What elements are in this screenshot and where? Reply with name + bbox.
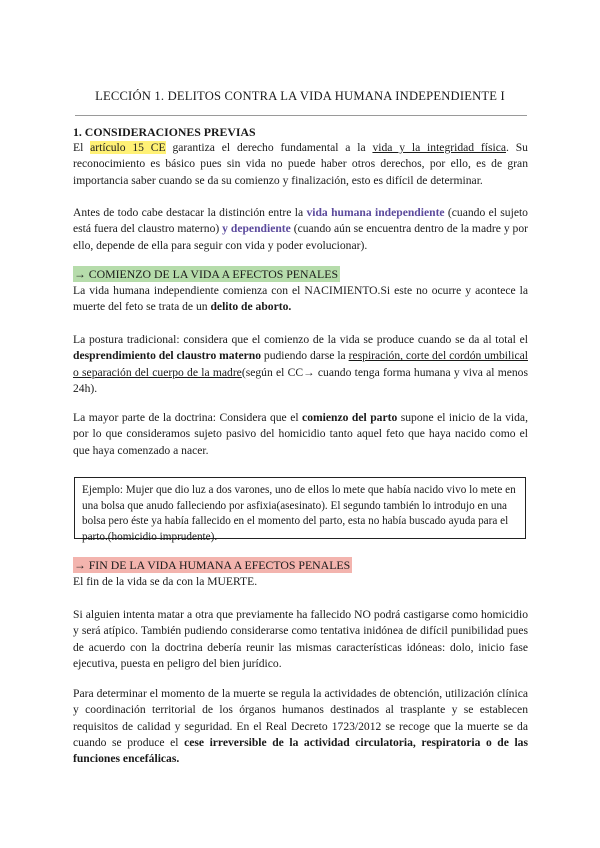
paragraph-doctrina: La mayor parte de la doctrina: Considera que el comienzo del parto supone el inicio de la vida, por lo que consideramos sujeto pasivo del homicidio tanto aquel feto que haya nacido como el que haya comenzado a nacer.	[73, 411, 528, 457]
paragraph-nacimiento: La vida humana independiente comienza con el NACIMIENTO.Si este no ocurre y acontece la muerte del feto se trata de un delito de aborto.	[73, 284, 528, 314]
paragraph-tentativa: Si alguien intenta matar a otra que previamente ha fallecido NO podrá castigarse como homicidio y será atípico. También pudiendo considerarse como tentativa inidónea de difícil punibilidad pues de acuerdo con la doctrina debería reunir las mismas características idóneas: dolo, inicio fase ejecutiva, puesta en peligro del bien jurídico.	[73, 608, 528, 670]
heading-fin-highlight: → FIN DE LA VIDA HUMANA A EFECTOS PENALES	[74, 558, 351, 572]
underlined-phrase: vida y la integridad física	[372, 141, 506, 154]
paragraph-postura-tradicional: La postura tradicional: considera que el comienzo de la vida se produce cuando se da al total el desprendimiento del claustro materno pudiendo darse la respiración, corte del cordón umbilical o separación del cuerpo de la madre(según el CC→ cuando tenga forma humana y viva al menos 24h).	[73, 333, 528, 395]
section-heading-consideraciones: 1. CONSIDERACIONES PREVIAS	[73, 125, 256, 139]
section-heading-comienzo	[73, 266, 528, 283]
page-title: LECCIÓN 1. DELITOS CONTRA LA VIDA HUMANA INDEPENDIENTE I	[95, 89, 505, 103]
paragraph-distincion: Antes de todo cabe destacar la distinción entre la vida humana independiente (cuando el sujeto está fuera del claustro materno) y dependiente (cuando aún se encuentra dentro de la madre y por ello, depende de ella para seguir con vida y poder evolucionar).	[73, 206, 528, 252]
term-dependiente: y dependiente	[222, 222, 291, 236]
example-text: Ejemplo: Mujer que dio luz a dos varones, uno de ellos lo mete que había nacido vivo lo mete en una bolsa que anudo falleciendo por asfixia(asesinato). El segundo también lo introdujo en una bolsa pero éste ya había fallecido en el momento del parto, esta no había buscado ayuda para el parto.(homicidio imprudente).	[82, 484, 516, 543]
heading-comienzo-highlight: → COMIENZO DE LA VIDA A EFECTOS PENALES	[74, 267, 339, 281]
paragraph-muerte: El fin de la vida se da con la MUERTE.	[73, 575, 258, 588]
term-independiente: vida humana independiente	[306, 206, 445, 219]
paragraph-real-decreto: Para determinar el momento de la muerte se regula la actividades de obtención, utilización clínica y coordinación territorial de los órganos humanos destinados al trasplante y se establecen requisitos de calidad y seguridad. En el Real Decreto 1723/2012 se recoge que la muerte se da cuando se produce el cese irreversible de la actividad circulatoria, respiratoria o de las funciones encefálicas.	[73, 687, 528, 766]
highlight-articulo: artículo 15 CE	[90, 141, 166, 154]
section-heading-fin	[73, 557, 528, 574]
paragraph-articulo-15: El artículo 15 CE garantiza el derecho fundamental a la vida y la integridad física. Su reconocimiento es básico pues sin vida no puede haber otros derechos, por ello, es de gran importancia saber cuando se da su comienzo y finalización, esto es difícil de determinar.	[73, 141, 528, 187]
title-divider	[75, 115, 527, 116]
example-box	[74, 477, 526, 543]
